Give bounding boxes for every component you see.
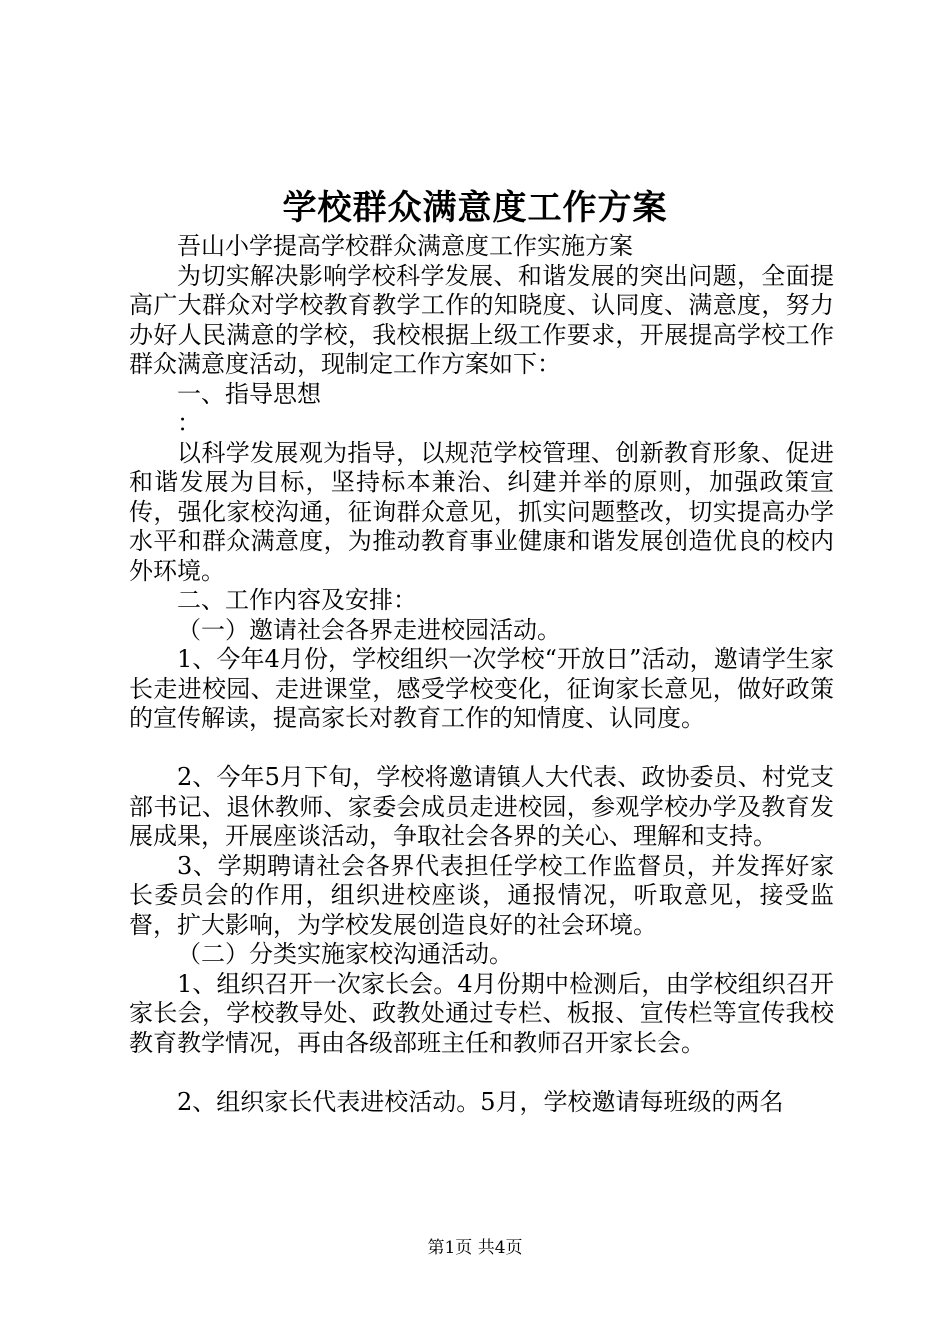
subsection-heading-invite-society: （一）邀请社会各界走进校园活动。 <box>177 615 561 644</box>
guiding-ideology-paragraph: 以科学发展观为指导，以规范学校管理、创新教育形象、促进和谐发展为目标，坚持标本兼治、纠建并举的原则，加强政策宣传，强化家校沟通，征询群众意见，抓实问题整改，切实提高办学水平和群众满意度，为推动教育事业健康和谐发展创造优良的校内外环境。 <box>129 438 834 585</box>
subtitle-paragraph: 吾山小学提高学校群众满意度工作实施方案 <box>177 232 633 260</box>
section-heading-guiding-ideology: 一、指导思想 <box>177 379 321 408</box>
item-parent-representatives: 2、组织家长代表进校活动。5月，学校邀请每班级的两名 <box>177 1087 784 1116</box>
item-may-invitation: 2、今年5月下旬，学校将邀请镇人大代表、政协委员、村党支部书记、退休教师、家委会成员走进校园，参观学校办学及教育发展成果，开展座谈活动，争取社会各界的关心、理解和支持。 <box>129 763 834 850</box>
section-heading-work-content: 二、工作内容及安排： <box>177 586 417 614</box>
intro-paragraph: 为切实解决影响学校科学发展、和谐发展的突出问题，全面提高广大群众对学校教育教学工作的知晓度、认同度、满意度，努力办好人民满意的学校，我校根据上级工作要求，开展提高学校工作群众满意度活动，现制定工作方案如下： <box>129 261 834 378</box>
colon-line: ： <box>177 409 201 437</box>
item-parent-meeting: 1、组织召开一次家长会。4月份期中检测后，由学校组织召开家长会，学校教导处、政教处通过专栏、板报、宣传栏等宣传我校教育教学情况，再由各级部班主任和教师召开家长会。 <box>129 969 834 1057</box>
document-title: 学校群众满意度工作方案 <box>282 188 668 228</box>
item-supervisors: 3、学期聘请社会各界代表担任学校工作监督员，并发挥好家长委员会的作用，组织进校座谈，通报情况，听取意见，接受监督，扩大影响，为学校发展创造良好的社会环境。 <box>129 851 834 939</box>
page-footer: 第1页 共4页 <box>427 1238 523 1258</box>
subsection-heading-home-school: （二）分类实施家校沟通活动。 <box>177 940 513 968</box>
item-open-day: 1、今年4月份，学校组织一次学校“开放日”活动，邀请学生家长走进校园、走进课堂，感受学校变化，征询家长意见，做好政策的宣传解读，提高家长对教育工作的知情度、认同度。 <box>129 645 834 732</box>
document-body <box>129 232 834 1117</box>
